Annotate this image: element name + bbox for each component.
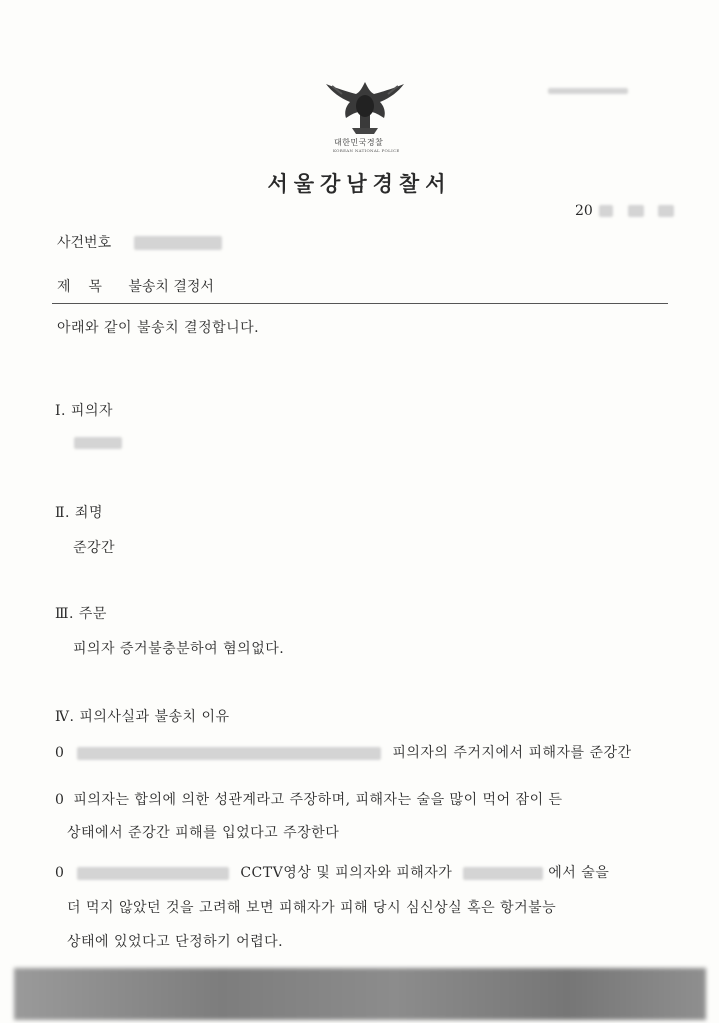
emblem-name-korean: 대한민국경찰 xyxy=(334,138,384,147)
title-label: 제 목 xyxy=(57,279,102,295)
bullet: 0 xyxy=(55,745,65,761)
case-number-label: 사건번호 xyxy=(57,235,112,251)
charge-value: 준강간 xyxy=(73,540,116,556)
date-prefix: 20 xyxy=(575,203,593,219)
reason-item-1 xyxy=(55,742,632,762)
reason-item-2-line-2: 상태에서 준강간 피해를 입었다고 주장한다 xyxy=(67,825,340,841)
emblem-name-english: KOREAN NATIONAL POLICE xyxy=(333,148,400,153)
reason-item-2-line-1 xyxy=(55,789,563,809)
section-suspect-heading: Ⅰ. 피의자 xyxy=(55,403,114,419)
redacted-date-year xyxy=(599,205,613,217)
redacted-suspect-name xyxy=(74,437,122,449)
bullet: 0 xyxy=(55,792,65,808)
reason-item-3-line-2: 더 먹지 않았던 것을 고려해 보면 피해자가 피해 당시 심신상실 혹은 항거불능 xyxy=(67,900,557,916)
title-value: 불송치 결정서 xyxy=(128,279,214,295)
redacted-case-number xyxy=(134,236,222,250)
redacted-corner-mark xyxy=(548,88,628,94)
section-order-heading: Ⅲ. 주문 xyxy=(55,606,107,622)
reason-item-3-text-mid: CCTV영상 및 피의자와 피해자가 xyxy=(240,865,453,881)
station-name: 서울강남경찰서 xyxy=(267,171,452,196)
redacted-bottom-strip xyxy=(14,968,706,1020)
reason-item-3-text-end: 에서 술을 xyxy=(548,865,610,881)
reason-item-3-line-3: 상태에 있었다고 단정하기 어렵다. xyxy=(67,934,284,950)
redacted-date-month xyxy=(628,205,644,217)
section-reasons-heading: Ⅳ. 피의사실과 불송치 이유 xyxy=(55,709,230,725)
redacted-location xyxy=(463,867,543,880)
reason-item-1-text: 피의자의 주거지에서 피해자를 준강간 xyxy=(392,745,632,761)
title-divider xyxy=(52,303,668,304)
redacted-date-day xyxy=(658,205,674,217)
intro-text: 아래와 같이 불송치 결정합니다. xyxy=(57,320,260,336)
order-value: 피의자 증거불충분하여 혐의없다. xyxy=(73,641,285,657)
document-date xyxy=(575,203,674,219)
redacted-evidence-source xyxy=(77,867,229,880)
reason-item-3-line-1 xyxy=(55,862,609,882)
redacted-incident-datetime xyxy=(77,747,381,760)
reason-item-2-text-1: 피의자는 합의에 의한 성관계라고 주장하며, 피해자는 술을 많이 먹어 잠이 든 xyxy=(73,792,563,808)
title-row xyxy=(57,276,214,296)
police-emblem-icon xyxy=(322,78,408,138)
section-charge-heading: Ⅱ. 죄명 xyxy=(55,505,103,521)
bullet: 0 xyxy=(55,865,65,881)
case-number-row xyxy=(57,232,222,252)
